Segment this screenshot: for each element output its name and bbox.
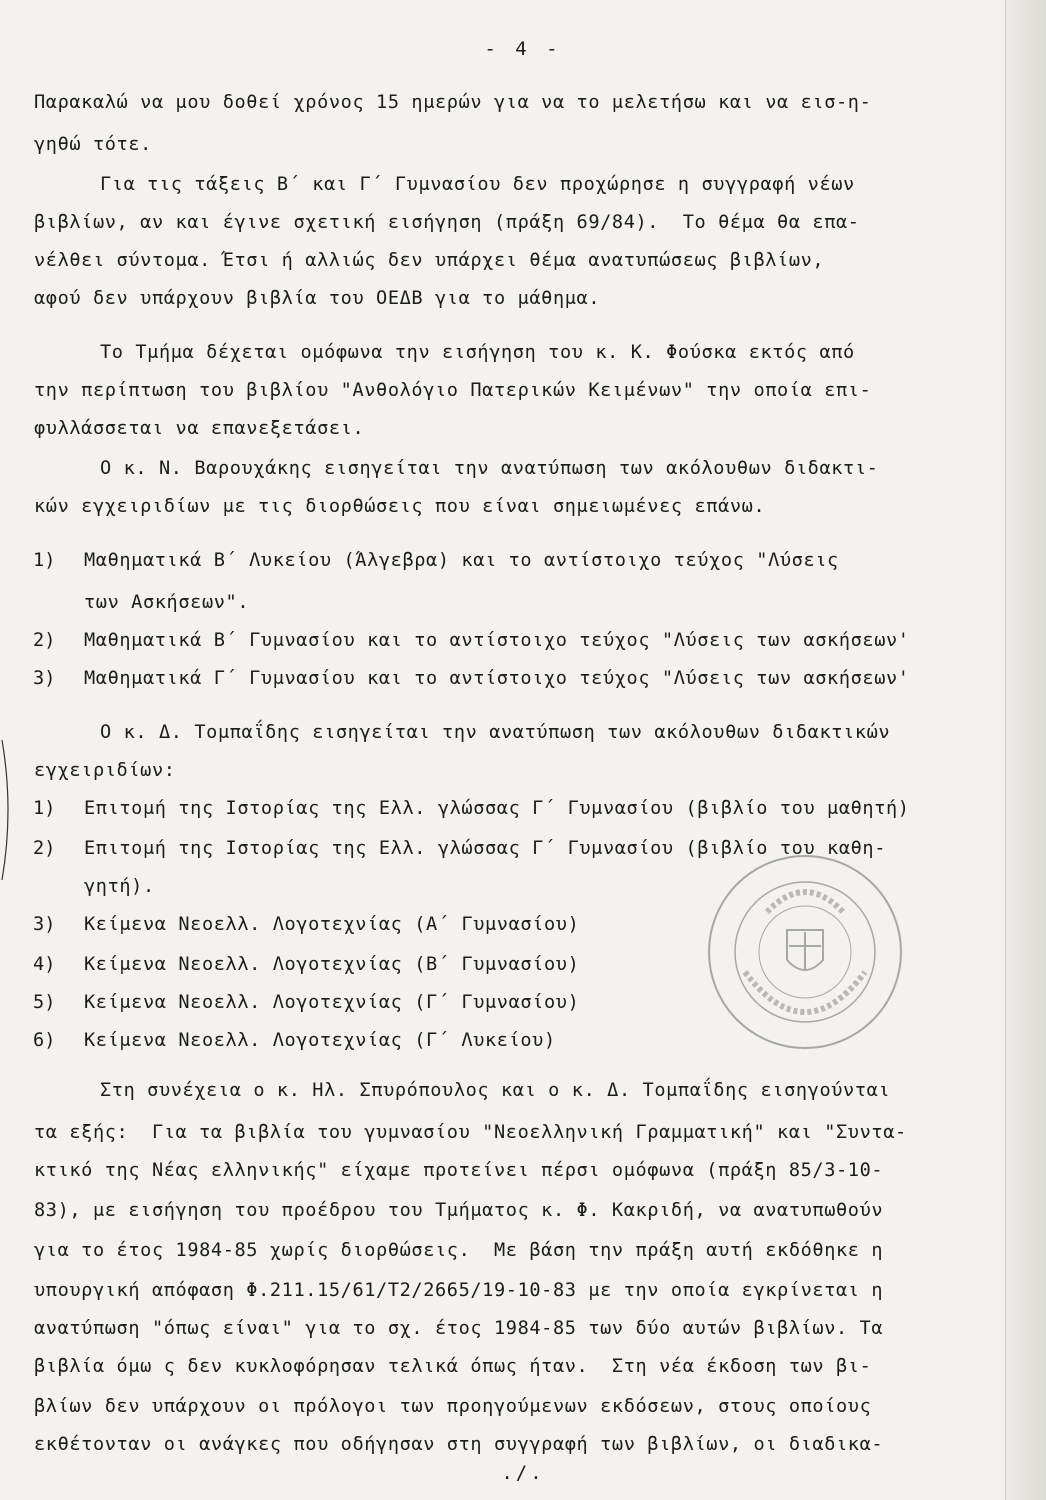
- list-item-number: 5): [33, 992, 56, 1013]
- paragraph-line: τα εξής: Για τα βιβλία του γυμνασίου "Νεοελληνική Γραμματική" και "Συντα-: [34, 1122, 907, 1143]
- paragraph-line: την περίπτωση του βιβλίου "Ανθολόγιο Πατερικών Κειμένων" την οποία επι-: [34, 380, 872, 401]
- list-item-number: 3): [33, 668, 56, 689]
- list-item: Μαθηματικά Β΄ Γυμνασίου και το αντίστοιχο τεύχος "Λύσεις των ασκήσεων': [84, 630, 910, 651]
- paragraph-line: κτικό της Νέας ελληνικής" είχαμε προτείνει πέρσι ομόφωνα (πράξη 85/3-10-: [34, 1160, 884, 1181]
- paragraph-line: ανατύπωση "όπως είναι" για το σχ. έτος 1984-85 των δύο αυτών βιβλίων. Τα: [34, 1318, 884, 1339]
- list-item: Επιτομή της Ιστορίας της Ελλ. γλώσσας Γ΄ Γυμνασίου (βιβλίο του καθη-: [84, 838, 887, 859]
- list-item: των Ασκήσεων".: [84, 592, 250, 613]
- paragraph-line: 83), με εισήγηση του προέδρου του Τμήματος κ. Φ. Κακριδή, να ανατυπωθούν: [34, 1200, 884, 1221]
- list-item: Κείμενα Νεοελλ. Λογοτεχνίας (Γ΄ Γυμνασίου): [84, 992, 580, 1013]
- official-seal-stamp: [705, 852, 905, 1052]
- paragraph-line: για το έτος 1984-85 χωρίς διορθώσεις. Με βάση την πράξη αυτή εκδόθηκε η: [34, 1240, 884, 1261]
- paragraph-line: νέλθει σύντομα. Έτσι ή αλλιώς δεν υπάρχει θέμα ανατυπώσεως βιβλίων,: [34, 250, 825, 271]
- paragraph-line: Για τις τάξεις Β΄ και Γ΄ Γυμνασίου δεν προχώρησε η συγγραφή νέων: [100, 174, 855, 195]
- list-item-number: 2): [33, 838, 56, 859]
- paragraph-line: αφού δεν υπάρχουν βιβλία του ΟΕΔΒ για το μάθημα.: [34, 288, 601, 309]
- paragraph-line: Ο κ. Ν. Βαρουχάκης εισηγείται την ανατύπωση των ακόλουθων διδακτι-: [100, 458, 879, 479]
- paragraph-line: βιβλίων, αν και έγινε σχετική εισήγηση (πράξη 69/84). Το θέμα θα επα-: [34, 212, 860, 233]
- list-item-number: 4): [33, 954, 56, 975]
- page-edge: [1005, 0, 1046, 1500]
- paragraph-line: Στη συνέχεια ο κ. Ηλ. Σπυρόπουλος και ο κ. Δ. Τομπαΐδης εισηγούνται: [100, 1080, 891, 1101]
- list-item-number: 2): [33, 630, 56, 651]
- paragraph-line: υπουργική απόφαση Φ.211.15/61/Τ2/2665/19-10-83 με την οποία εγκρίνεται η: [34, 1280, 884, 1301]
- list-item: Επιτομή της Ιστορίας της Ελλ. γλώσσας Γ΄ Γυμνασίου (βιβλίο του μαθητή): [84, 798, 910, 819]
- list-item: Μαθηματικά Β΄ Λυκείου (Άλγεβρα) και το αντίστοιχο τεύχος "Λύσεις: [84, 550, 839, 571]
- paragraph-line: Ο κ. Δ. Τομπαΐδης εισηγείται την ανατύπωση των ακόλουθων διδακτικών: [100, 722, 891, 743]
- paragraph-line: βιβλία όμω ς δεν κυκλοφόρησαν τελικά όπως ήταν. Στη νέα έκδοση των βι-: [34, 1356, 872, 1377]
- margin-binding-arc: [0, 740, 14, 880]
- paragraph-line: εγχειριδίων:: [34, 760, 176, 781]
- page-number: - 4 -: [484, 38, 562, 60]
- list-item: Μαθηματικά Γ΄ Γυμνασίου και το αντίστοιχο τεύχος "Λύσεις των ασκήσεων': [84, 668, 910, 689]
- list-item-number: 1): [33, 798, 56, 819]
- paragraph-line: εκθέτονταν οι ανάγκες που οδήγησαν στη συγγραφή των βιβλίων, οι διαδικα-: [34, 1434, 884, 1455]
- list-item: γητή).: [84, 876, 155, 897]
- list-item-number: 3): [33, 914, 56, 935]
- list-item: Κείμενα Νεοελλ. Λογοτεχνίας (Γ΄ Λυκείου): [84, 1030, 556, 1051]
- list-item: Κείμενα Νεοελλ. Λογοτεχνίας (Β΄ Γυμνασίου): [84, 954, 580, 975]
- paragraph-line: βλίων δεν υπάρχουν οι πρόλογοι των προηγούμενων εκδόσεων, στους οποίους: [34, 1396, 872, 1417]
- paragraph-line: κών εγχειριδίων με τις διορθώσεις που είναι σημειωμένες επάνω.: [34, 496, 766, 517]
- paragraph-line: γηθώ τότε.: [34, 134, 152, 155]
- continuation-mark: ./.: [501, 1462, 545, 1484]
- paragraph-line: Το Τμήμα δέχεται ομόφωνα την εισήγηση του κ. Κ. Φούσκα εκτός από: [100, 342, 855, 363]
- list-item: Κείμενα Νεοελλ. Λογοτεχνίας (Α΄ Γυμνασίου): [84, 914, 580, 935]
- paragraph-line: Παρακαλώ να μου δοθεί χρόνος 15 ημερών για να το μελετήσω και να εισ-η-: [34, 92, 872, 113]
- paragraph-line: φυλλάσσεται να επανεξετάσει.: [34, 418, 365, 439]
- list-item-number: 6): [33, 1030, 56, 1051]
- list-item-number: 1): [33, 550, 56, 571]
